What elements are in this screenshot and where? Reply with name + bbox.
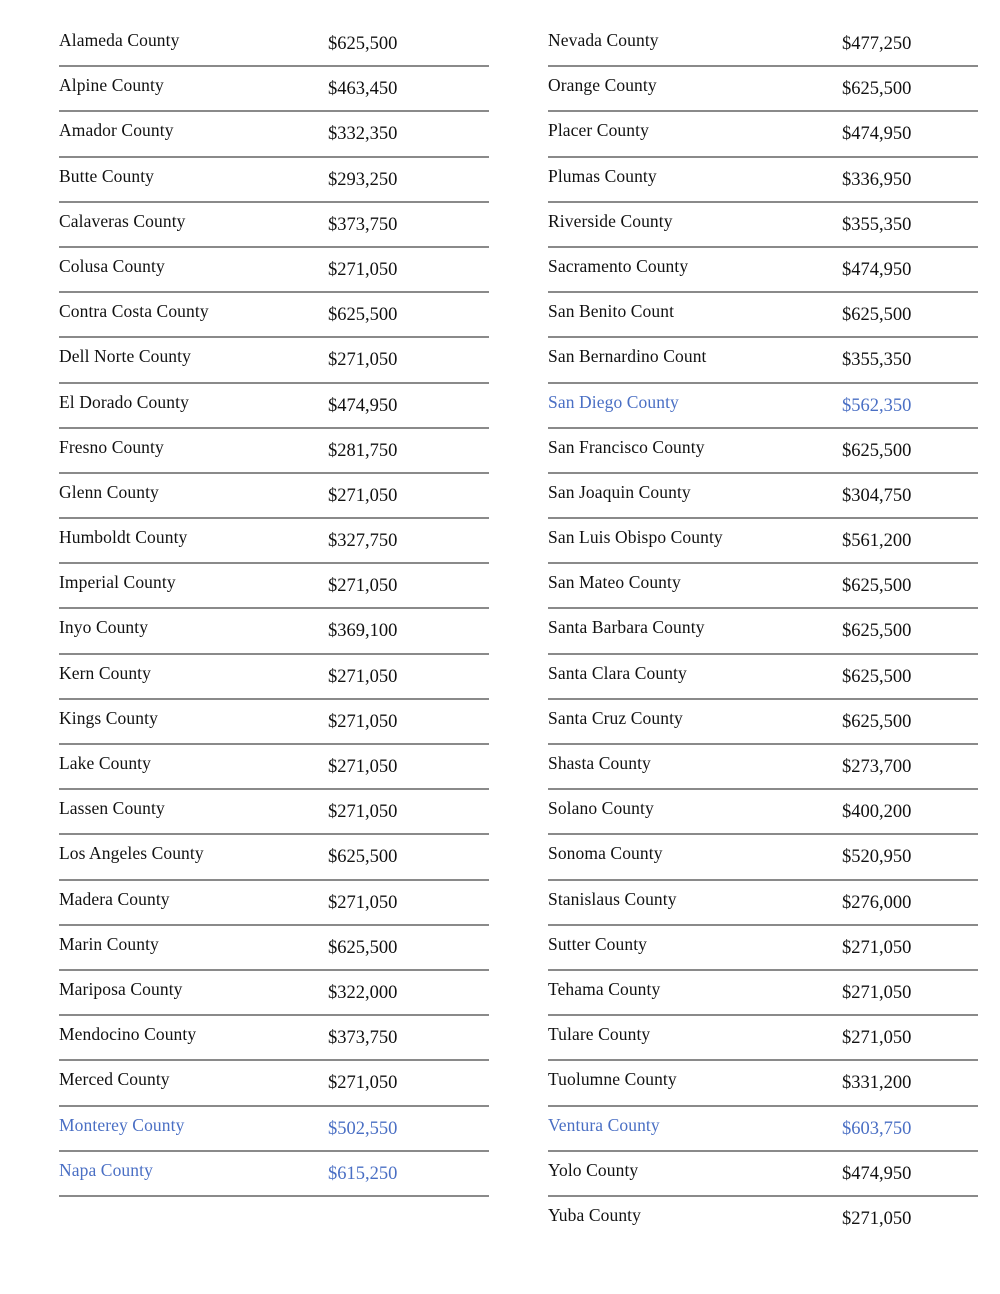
table-row	[59, 112, 489, 157]
table-row	[548, 835, 978, 880]
table-row	[548, 1197, 978, 1242]
county-name: San Joaquin County	[548, 481, 691, 502]
county-name: Los Angeles County	[59, 843, 204, 864]
table-row	[59, 790, 489, 835]
table-row	[59, 1016, 489, 1061]
table-row	[59, 609, 489, 654]
county-name: Alpine County	[59, 75, 164, 96]
county-name: Alameda County	[59, 30, 180, 50]
loan-limit-value: $625,500	[842, 621, 912, 642]
table-row	[548, 384, 978, 429]
loan-limit-value: $271,050	[328, 711, 398, 732]
table-row	[548, 1152, 978, 1197]
table-row	[59, 564, 489, 609]
table-row	[59, 971, 489, 1016]
table-row	[59, 293, 489, 338]
table-row	[548, 112, 978, 157]
loan-limit-value: $355,350	[842, 214, 912, 235]
table-row	[59, 700, 489, 745]
county-name: Ventura County	[548, 1114, 660, 1135]
right-column	[548, 22, 978, 1242]
loan-limit-value: $520,950	[842, 847, 912, 868]
loan-limit-value: $271,050	[842, 982, 912, 1003]
loan-limit-value: $271,050	[842, 937, 912, 958]
county-name: Kern County	[59, 662, 151, 683]
loan-limit-value: $625,500	[328, 937, 398, 958]
table-row	[548, 67, 978, 112]
left-column	[59, 22, 489, 1197]
county-name: Mariposa County	[59, 978, 183, 999]
loan-limit-value: $281,750	[328, 440, 398, 461]
county-name: Napa County	[59, 1159, 153, 1180]
county-name: Shasta County	[548, 753, 651, 773]
county-name: Glenn County	[59, 481, 159, 502]
county-name: Colusa County	[59, 255, 165, 276]
county-name: Inyo County	[59, 617, 149, 638]
loan-limit-value: $271,050	[328, 485, 398, 506]
loan-limit-value: $400,200	[842, 802, 912, 823]
loan-limit-value: $625,500	[842, 440, 912, 461]
county-name: San Bernardino Count	[548, 346, 707, 367]
loan-limit-value: $271,050	[328, 576, 398, 597]
county-name: Stanislaus County	[548, 888, 677, 909]
county-name: Marin County	[59, 933, 159, 954]
loan-limit-value: $271,050	[328, 259, 398, 280]
loan-limit-value: $603,750	[842, 1118, 912, 1139]
table-row	[59, 158, 489, 203]
county-name: Sacramento County	[548, 255, 689, 276]
loan-limit-value: $625,500	[842, 79, 912, 100]
loan-limit-value: $463,450	[328, 79, 398, 100]
county-name: Tuolumne County	[548, 1069, 677, 1090]
table-row	[59, 1061, 489, 1106]
loan-limit-value: $336,950	[842, 169, 912, 190]
county-name: Lassen County	[59, 798, 165, 819]
loan-limit-value: $331,200	[842, 1073, 912, 1094]
loan-limit-value: $625,500	[328, 34, 398, 54]
county-name: Nevada County	[548, 30, 659, 50]
loan-limit-value: $271,050	[328, 1073, 398, 1094]
table-row	[548, 248, 978, 293]
table-row	[59, 203, 489, 248]
table-row	[548, 293, 978, 338]
table-row	[548, 655, 978, 700]
loan-limit-value: $474,950	[328, 395, 398, 416]
table-row	[59, 248, 489, 293]
loan-limit-value: $502,550	[328, 1118, 398, 1139]
loan-limit-value: $304,750	[842, 485, 912, 506]
county-name: Santa Barbara County	[548, 617, 705, 638]
county-name: Riverside County	[548, 210, 673, 231]
table-row	[59, 384, 489, 429]
county-name: Mendocino County	[59, 1024, 197, 1045]
loan-limit-value: $625,500	[842, 576, 912, 597]
county-name: Amador County	[59, 120, 174, 141]
loan-limit-value: $474,950	[842, 1163, 912, 1184]
loan-limit-value: $474,950	[842, 259, 912, 280]
county-name: Santa Cruz County	[548, 707, 683, 728]
table-row	[548, 1061, 978, 1106]
table-row	[548, 203, 978, 248]
loan-limit-value: $373,750	[328, 214, 398, 235]
county-name: Kings County	[59, 707, 158, 728]
table-row	[548, 1016, 978, 1061]
table-row	[548, 700, 978, 745]
table-row	[548, 429, 978, 474]
loan-limit-value: $615,250	[328, 1163, 398, 1184]
table-row	[548, 881, 978, 926]
county-name: Contra Costa County	[59, 301, 209, 322]
loan-limit-value: $625,500	[328, 847, 398, 868]
loan-limit-value: $271,050	[328, 892, 398, 913]
table-row	[548, 158, 978, 203]
county-name: Merced County	[59, 1069, 170, 1090]
table-row	[59, 474, 489, 519]
county-name: Placer County	[548, 120, 649, 141]
loan-limit-value: $293,250	[328, 169, 398, 190]
table-row	[548, 22, 978, 67]
loan-limit-value: $625,500	[328, 305, 398, 326]
county-name: Orange County	[548, 75, 657, 96]
table-row	[59, 835, 489, 880]
loan-limit-value: $562,350	[842, 395, 912, 416]
county-name: Yuba County	[548, 1204, 641, 1225]
table-row	[59, 338, 489, 383]
table-row	[59, 881, 489, 926]
county-name: Tulare County	[548, 1024, 651, 1045]
loan-limit-value: $327,750	[328, 531, 398, 552]
loan-limit-value: $271,050	[842, 1208, 912, 1229]
county-name: Fresno County	[59, 436, 164, 457]
loan-limit-value: $271,050	[328, 666, 398, 687]
county-name: San Diego County	[548, 391, 679, 412]
loan-limit-value: $369,100	[328, 621, 398, 642]
county-name: Lake County	[59, 753, 151, 773]
county-name: Santa Clara County	[548, 662, 687, 683]
table-row	[59, 1152, 489, 1197]
loan-limit-value: $322,000	[328, 982, 398, 1003]
loan-limit-value: $625,500	[842, 666, 912, 687]
table-row	[548, 926, 978, 971]
county-name: Dell Norte County	[59, 346, 191, 367]
loan-limit-value: $474,950	[842, 124, 912, 145]
county-name: Solano County	[548, 798, 654, 819]
county-name: Calaveras County	[59, 210, 186, 231]
loan-limit-value: $561,200	[842, 531, 912, 552]
loan-limit-value: $332,350	[328, 124, 398, 145]
loan-limit-value: $625,500	[842, 711, 912, 732]
loan-limit-value: $276,000	[842, 892, 912, 913]
county-name: El Dorado County	[59, 391, 189, 412]
table-row	[59, 22, 489, 67]
county-name: San Mateo County	[548, 572, 681, 593]
county-name: Tehama County	[548, 978, 661, 999]
county-name: Imperial County	[59, 572, 176, 593]
county-name: Sonoma County	[548, 843, 663, 864]
county-name: San Benito Count	[548, 301, 675, 322]
table-row	[59, 429, 489, 474]
loan-limit-value: $477,250	[842, 34, 912, 54]
table-row	[548, 790, 978, 835]
table-row	[548, 519, 978, 564]
county-name: Plumas County	[548, 165, 657, 186]
loan-limit-value: $355,350	[842, 350, 912, 371]
loan-limit-value: $271,050	[842, 1028, 912, 1049]
table-row	[548, 338, 978, 383]
table-row	[548, 1107, 978, 1152]
county-name: Yolo County	[548, 1159, 639, 1180]
table-row	[548, 971, 978, 1016]
loan-limit-value: $271,050	[328, 802, 398, 823]
table-row	[548, 745, 978, 790]
loan-limit-value: $625,500	[842, 305, 912, 326]
loan-limit-value: $373,750	[328, 1028, 398, 1049]
county-name: Monterey County	[59, 1114, 185, 1135]
table-row	[59, 745, 489, 790]
county-name: Humboldt County	[59, 527, 188, 548]
county-name: San Luis Obispo County	[548, 527, 723, 548]
table-row	[59, 1107, 489, 1152]
table-row	[548, 609, 978, 654]
table-row	[548, 564, 978, 609]
table-row	[59, 519, 489, 564]
county-name: Madera County	[59, 888, 170, 909]
loan-limit-value: $271,050	[328, 757, 398, 777]
table-row	[59, 926, 489, 971]
table-row	[548, 474, 978, 519]
loan-limit-value: $273,700	[842, 757, 912, 777]
county-name: Sutter County	[548, 933, 648, 954]
county-name: Butte County	[59, 165, 155, 186]
county-name: San Francisco County	[548, 436, 705, 457]
loan-limit-value: $271,050	[328, 350, 398, 371]
table-row	[59, 655, 489, 700]
table-row	[59, 67, 489, 112]
